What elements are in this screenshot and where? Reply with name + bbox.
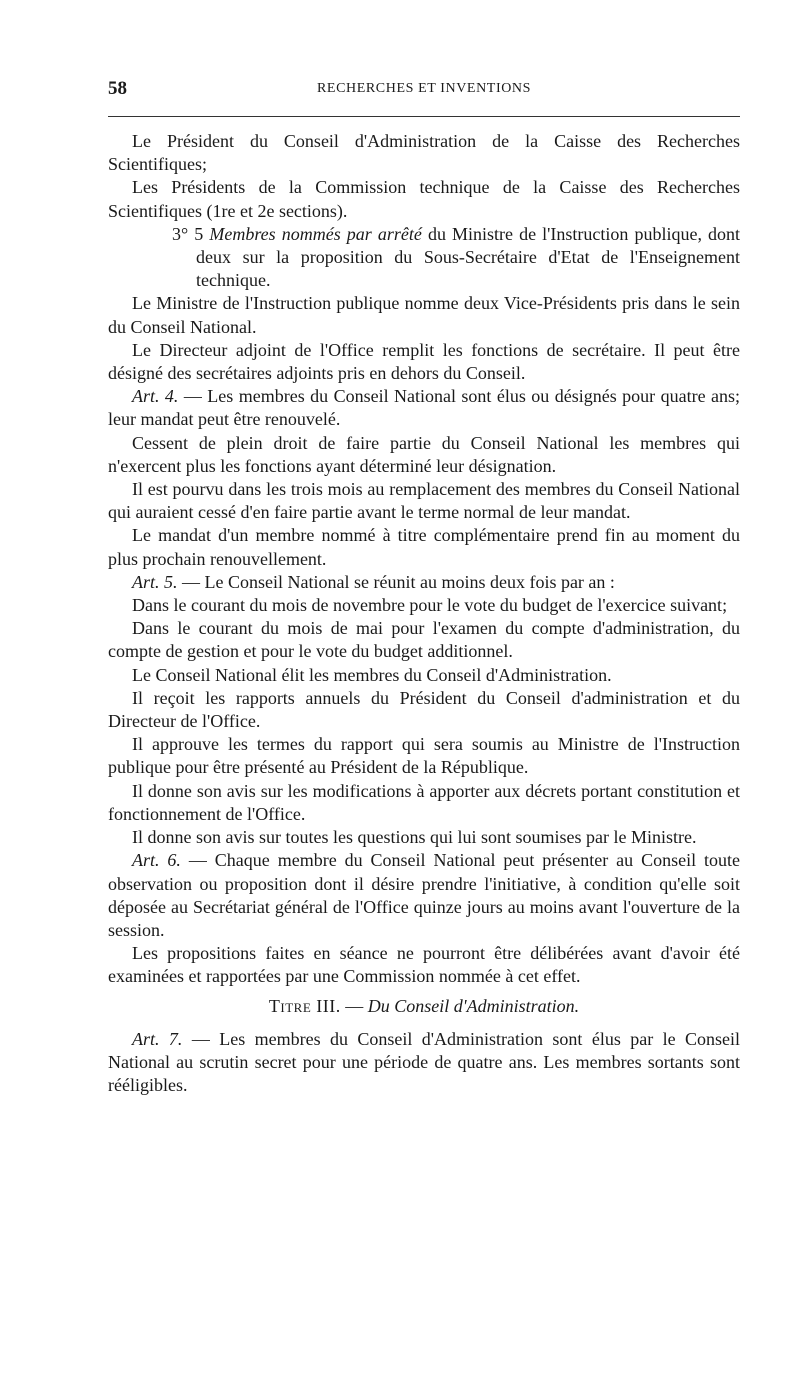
paragraph: Le Conseil National élit les membres du Conseil d'Administration. xyxy=(132,664,612,685)
article-label: Art. 6. xyxy=(132,850,181,871)
paragraph-item-3 xyxy=(108,223,740,293)
body-text xyxy=(108,130,740,1097)
paragraph: Il est pourvu dans les trois mois au remplacement des membres du Conseil National qui auraient cessé d'en faire partie avant le terme normal de leur mandat. xyxy=(108,479,740,523)
article-label: Art. 4. xyxy=(132,386,179,407)
article-5 xyxy=(108,571,740,594)
section-heading xyxy=(108,995,740,1018)
paragraph: Il donne son avis sur toutes les questions qui lui sont soumises par le Ministre. xyxy=(132,827,697,848)
title-text: Du Conseil d'Administration. xyxy=(367,995,580,1016)
paragraph: Le Président du Conseil d'Administration de la Caisse des Recherches Scientifiques; xyxy=(108,131,740,175)
title-label: Titre III. xyxy=(268,995,341,1016)
paragraph: Il approuve les termes du rapport qui sera soumis au Ministre de l'Instruction publique pour être présenté au Président de la République. xyxy=(108,734,740,778)
article-text: — Les membres du Conseil National sont élus ou désignés pour quatre ans; leur mandat peut être renouvelé. xyxy=(108,386,740,430)
title-dash: — xyxy=(345,995,364,1016)
paragraph: Le mandat d'un membre nommé à titre complémentaire prend fin au moment du plus prochain renouvellement. xyxy=(108,525,740,569)
paragraph: Le Directeur adjoint de l'Office remplit les fonctions de secrétaire. Il peut être désigné des secrétaires adjoints pris en dehors du Conseil. xyxy=(108,339,740,384)
page-number: 58 xyxy=(108,78,127,99)
running-head: RECHERCHES ET INVENTIONS xyxy=(316,81,532,96)
article-text: — Chaque membre du Conseil National peut présenter au Conseil toute observation ou proposition dont il désire prendre l'initiative, à condition qu'elle soit déposée au Secrétariat général de l'Office quinze jours au moins avant l'ouverture de la session. xyxy=(108,850,740,940)
article-label: Art. 5. xyxy=(132,571,178,592)
article-label: Art. 7. xyxy=(132,1028,183,1049)
paragraph: Il donne son avis sur les modifications à apporter aux décrets portant constitution et fonctionnement de l'Office. xyxy=(108,780,740,824)
article-7 xyxy=(108,1028,740,1098)
item-number: 3° 5 xyxy=(172,223,204,244)
article-6 xyxy=(108,849,740,942)
paragraph: Dans le courant du mois de novembre pour le vote du budget de l'exercice suivant; xyxy=(132,595,728,616)
item-text: du Ministre de l'Instruction publique, dont deux sur la proposition du Sous-Secrétaire d'Etat de l'Enseignement technique. xyxy=(196,223,741,291)
page-header xyxy=(108,78,740,106)
paragraph: Les Présidents de la Commission technique de la Caisse des Recherches Scientifiques (1re et 2e sections). xyxy=(108,177,740,221)
paragraph: Les propositions faites en séance ne pourront être délibérées avant d'avoir été examinées et rapportées par une Commission nommée à cet effet. xyxy=(108,943,740,987)
article-text: — Le Conseil National se réunit au moins deux fois par an : xyxy=(182,571,615,592)
paragraph: Le Ministre de l'Instruction publique nomme deux Vice-Présidents pris dans le sein du Conseil National. xyxy=(108,293,740,337)
header-rule xyxy=(108,116,740,117)
paragraph: Dans le courant du mois de mai pour l'examen du compte d'administration, du compte de gestion et pour le vote du budget additionnel. xyxy=(108,618,740,662)
emphasis: Membres nommés par arrêté xyxy=(209,223,422,244)
paragraph: Il reçoit les rapports annuels du Président du Conseil d'administration et du Directeur de l'Office. xyxy=(108,687,740,732)
article-4 xyxy=(108,385,740,431)
article-text: — Les membres du Conseil d'Administration sont élus par le Conseil National au scrutin secret pour une période de quatre ans. Les membres sortants sont rééligibles. xyxy=(108,1028,740,1096)
paragraph: Cessent de plein droit de faire partie du Conseil National les membres qui n'exercent plus les fonctions ayant déterminé leur désignation. xyxy=(108,432,740,476)
